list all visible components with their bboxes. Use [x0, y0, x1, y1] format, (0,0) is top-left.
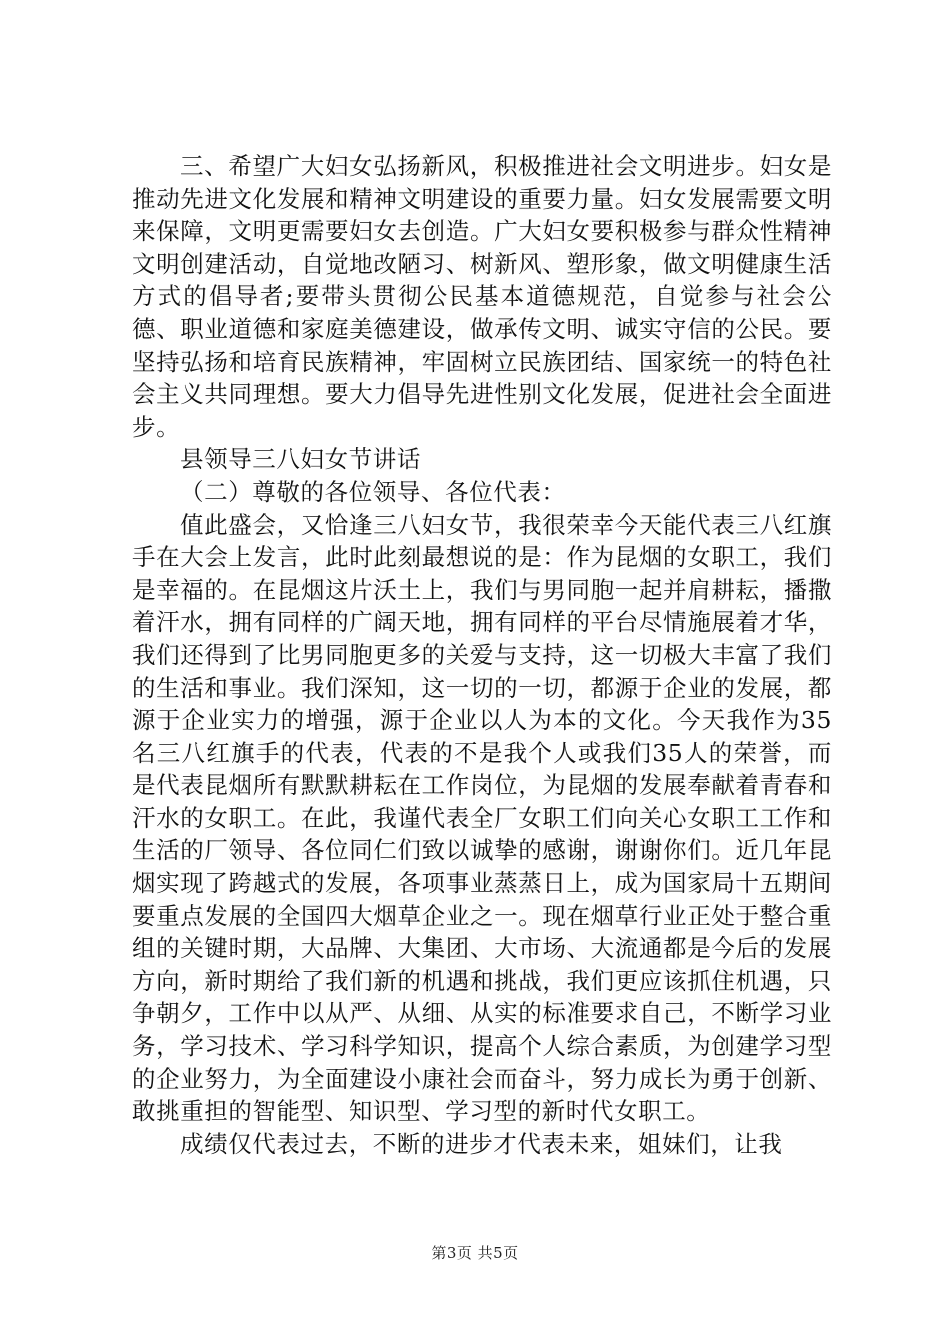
paragraph-speech-main: 值此盛会，又恰逢三八妇女节，我很荣幸今天能代表三八红旗手在大会上发言，此时此刻最想说的是：作为昆烟的女职工，我们是幸福的。在昆烟这片沃土上，我们与男同胞一起并肩耕耘，播撒着汗水，拥有同样的广阔天地，拥有同样的平台尽情施展着才华，我们还得到了比男同胞更多的关爱与支持，这一切极大丰富了我们的生活和事业。我们深知，这一切的一切，都源于企业的发展，都源于企业实力的增强，源于企业以人为本的文化。今天我作为35名三八红旗手的代表，代表的不是我个人或我们35人的荣誉，而是代表昆烟所有默默耕耘在工作岗位，为昆烟的发展奉献着青春和汗水的女职工。在此，我谨代表全厂女职工们向关心女职工工作和生活的厂领导、各位同仁们致以诚挚的感谢，谢谢你们。近几年昆烟实现了跨越式的发展，各项事业蒸蒸日上，成为国家局十五期间要重点发展的全国四大烟草企业之一。现在烟草行业正处于整合重组的关键时期，大品牌、大集团、大市场、大流通都是今后的发展方向，新时期给了我们新的机遇和挑战，我们更应该抓住机遇，只争朝夕，工作中以从严、从细、从实的标准要求自己，不断学习业务，学习技术、学习科学知识，提高个人综合素质，为创建学习型的企业努力，为全面建设小康社会而奋斗，努力成长为勇于创新、敢挑重担的智能型、知识型、学习型的新时代女职工。: [132, 510, 832, 1126]
document-body: [132, 150, 832, 1160]
page-footer: 第3页 共5页: [431, 1244, 519, 1262]
speech-salutation: （二）尊敬的各位领导、各位代表：: [180, 477, 566, 506]
paragraph-civilization: 三、希望广大妇女弘扬新风，积极推进社会文明进步。妇女是推动先进文化发展和精神文明建设的重要力量。妇女发展需要文明来保障，文明更需要妇女去创造。广大妇女要积极参与群众性精神文明创建活动，自觉地改陋习、树新风、塑形象，做文明健康生活方式的倡导者;要带头贯彻公民基本道德规范，自觉参与社会公德、职业道德和家庭美德建设，做承传文明、诚实守信的公民。要坚持弘扬和培育民族精神，牢固树立民族团结、国家统一的特色社会主义共同理想。要大力倡导先进性别文化发展，促进社会全面进步。: [132, 152, 832, 441]
speech-title: 县领导三八妇女节讲话: [180, 445, 421, 474]
paragraph-speech-continuation: 成绩仅代表过去，不断的进步才代表未来，姐妹们，让我: [180, 1129, 783, 1158]
